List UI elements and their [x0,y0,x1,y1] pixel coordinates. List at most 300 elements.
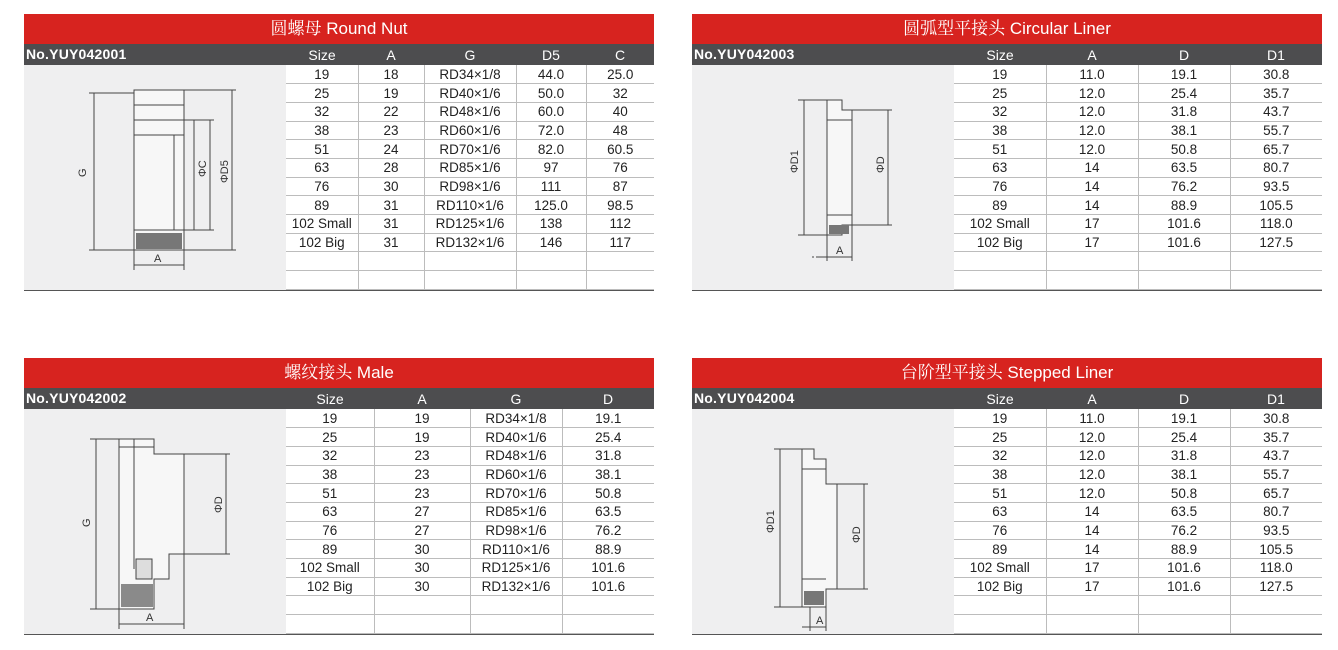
table-cell: 11.0 [1046,65,1138,84]
col-header: D1 [1267,46,1285,63]
table-cell: 43.7 [1230,102,1322,121]
table-row [286,502,654,521]
table-row [954,121,1322,140]
col-header: D [1178,46,1190,63]
table-cell: 101.6 [1138,215,1230,234]
table-cell: 40 [586,102,654,121]
table-row [286,140,654,159]
table-cell: 51 [286,140,358,159]
table-cell: 23 [374,446,470,465]
table-row [286,446,654,465]
table-cell: RD85×1/6 [424,158,516,177]
table-row [954,158,1322,177]
table-cell: 105.5 [1230,540,1322,559]
circular-liner-table [954,44,1322,290]
table-header-row [954,388,1322,409]
table-cell: RD48×1/6 [470,446,562,465]
table-cell [286,596,374,615]
table-cell: 38 [954,121,1046,140]
table-cell: 89 [954,540,1046,559]
table-row-empty [286,271,654,290]
round-nut-table [286,44,654,290]
label-phi-d1: ΦD1 [765,510,777,533]
col-header: Size [986,390,1014,407]
table-cell: 17 [1046,577,1138,596]
label-a: A [836,245,844,257]
table-cell: 17 [1046,215,1138,234]
table-cell [954,271,1046,290]
table-cell: 25.4 [1138,428,1230,447]
table-cell: RD40×1/6 [470,428,562,447]
table-cell: 89 [286,196,358,215]
table-cell [954,596,1046,615]
table-cell: 117 [586,233,654,252]
table-cell: 30.8 [1230,409,1322,428]
male-diagram [24,409,286,635]
table-cell: 31 [358,215,424,234]
table-row [286,540,654,559]
table-cell: 111 [516,177,586,196]
table-cell: 50.8 [1138,140,1230,159]
table-cell [954,252,1046,271]
table-cell: 17 [1046,233,1138,252]
table-cell: 102 Small [286,215,358,234]
table-cell: 12.0 [1046,84,1138,103]
table-cell [1046,615,1138,634]
table-cell: 12.0 [1046,140,1138,159]
table-cell: RD70×1/6 [470,484,562,503]
col-header: G [464,46,476,63]
col-header: A [1087,390,1097,407]
table-cell [358,252,424,271]
table-cell: 101.6 [1138,233,1230,252]
table-cell: 43.7 [1230,446,1322,465]
table-cell: 63 [954,158,1046,177]
table-cell: RD132×1/6 [470,577,562,596]
table-cell: 11.0 [1046,409,1138,428]
table-cell: 19.1 [1138,65,1230,84]
table-cell: 76.2 [562,521,654,540]
table-cell: RD110×1/6 [470,540,562,559]
table-row [954,428,1322,447]
table-cell: 63.5 [562,502,654,521]
table-cell: RD34×1/8 [470,409,562,428]
table-cell: 102 Big [954,233,1046,252]
table-row [954,502,1322,521]
table-row-empty [286,596,654,615]
table-cell: 38.1 [1138,465,1230,484]
table-cell: 31.8 [1138,102,1230,121]
table-cell: 98.5 [586,196,654,215]
table-row [286,158,654,177]
table-cell: 80.7 [1230,158,1322,177]
panel-title: 螺纹接头 Male [24,358,654,388]
label-a: A [816,615,824,627]
table-cell: 63.5 [1138,502,1230,521]
table-cell: RD98×1/6 [470,521,562,540]
col-header: A [417,390,427,407]
label-phi-d: ΦD [851,526,863,543]
label-phi-d: ΦD [875,156,887,173]
table-cell: 63.5 [1138,158,1230,177]
table-header-row [286,44,654,65]
table-row [286,233,654,252]
stepped-liner-panel [692,358,1322,635]
table-cell: 38 [954,465,1046,484]
table-row [954,196,1322,215]
table-row [954,65,1322,84]
table-cell: 50.0 [516,84,586,103]
table-cell: 30 [374,540,470,559]
table-cell: RD98×1/6 [424,177,516,196]
table-cell: 32 [954,446,1046,465]
divider [24,290,654,291]
table-cell [424,271,516,290]
table-cell: 101.6 [1138,559,1230,578]
table-cell: 101.6 [562,559,654,578]
table-cell: 23 [374,484,470,503]
product-code: No.YUY042003 [694,46,795,62]
table-cell: 14 [1046,177,1138,196]
table-cell: 51 [954,140,1046,159]
table-row [286,65,654,84]
table-cell [1046,271,1138,290]
round-nut-panel [24,14,654,291]
col-header: C [614,46,626,63]
table-cell [286,615,374,634]
table-cell: 12.0 [1046,428,1138,447]
table-cell: 31 [358,233,424,252]
table-row [954,233,1322,252]
col-header: D1 [1267,390,1285,407]
col-header: A [1087,46,1097,63]
table-cell: 112 [586,215,654,234]
table-cell: 101.6 [562,577,654,596]
male-panel [24,358,654,635]
table-cell: 87 [586,177,654,196]
table-header-row [954,44,1322,65]
table-cell [1138,271,1230,290]
label-phi-c: ΦC [197,160,209,177]
table-row [954,215,1322,234]
table-cell: 31.8 [1138,446,1230,465]
table-cell: 76 [954,177,1046,196]
table-cell: 93.5 [1230,177,1322,196]
table-cell: 65.7 [1230,484,1322,503]
table-body [286,65,654,289]
table-cell: 25 [954,84,1046,103]
table-cell: 127.5 [1230,233,1322,252]
table-cell [374,596,470,615]
table-cell: 27 [374,502,470,521]
table-cell: 118.0 [1230,559,1322,578]
table-cell: 19 [954,409,1046,428]
table-cell [1046,252,1138,271]
table-cell: 28 [358,158,424,177]
col-header: Size [986,46,1014,63]
table-cell: 60.0 [516,102,586,121]
table-cell: 102 Small [954,215,1046,234]
table-row-empty [286,615,654,634]
table-row [954,84,1322,103]
table-cell [1138,596,1230,615]
table-row [286,84,654,103]
table-row-empty [954,252,1322,271]
table-cell: RD110×1/6 [424,196,516,215]
table-row [954,177,1322,196]
table-row-empty [954,615,1322,634]
table-body [286,409,654,633]
male-drawing [24,409,286,635]
label-g: G [77,168,89,177]
table-body [954,409,1322,633]
stepped-liner-table [954,388,1322,634]
table-row-empty [954,271,1322,290]
table-cell: 76 [286,521,374,540]
table-cell [286,252,358,271]
table-cell: 12.0 [1046,446,1138,465]
table-cell: RD34×1/8 [424,65,516,84]
table-cell: 25 [286,428,374,447]
table-cell: 127.5 [1230,577,1322,596]
circular-liner-drawing [692,65,954,291]
table-cell: 12.0 [1046,121,1138,140]
table-cell [286,271,358,290]
table-row [286,559,654,578]
stepped-liner-drawing [692,409,954,635]
table-cell: 63 [954,502,1046,521]
table-cell [562,596,654,615]
table-cell: 72.0 [516,121,586,140]
table-cell: RD48×1/6 [424,102,516,121]
table-cell: 76.2 [1138,521,1230,540]
table-cell [1230,252,1322,271]
table-cell: 32 [286,446,374,465]
table-cell: 88.9 [1138,196,1230,215]
table-cell: 76 [954,521,1046,540]
table-cell: 50.8 [562,484,654,503]
table-cell: RD40×1/6 [424,84,516,103]
table-header-row [286,388,654,409]
table-row [286,521,654,540]
table-row [954,446,1322,465]
table-row [954,409,1322,428]
table-cell: 30.8 [1230,65,1322,84]
circular-liner-panel [692,14,1322,291]
table-cell: 38.1 [1138,121,1230,140]
table-cell: 12.0 [1046,465,1138,484]
table-row [286,196,654,215]
table-cell: 30 [374,559,470,578]
table-cell: 82.0 [516,140,586,159]
table-row [286,102,654,121]
table-cell: RD132×1/6 [424,233,516,252]
table-cell: 146 [516,233,586,252]
table-cell: 63 [286,502,374,521]
panel-title: 圆螺母 Round Nut [24,14,654,44]
divider [24,634,654,635]
table-row-empty [286,252,654,271]
table-row [954,102,1322,121]
divider [692,634,1322,635]
stepped-liner-diagram [692,409,954,635]
label-phi-d1: ΦD1 [789,150,801,173]
table-cell: 32 [586,84,654,103]
table-cell: RD60×1/6 [424,121,516,140]
table-cell [586,252,654,271]
table-cell: 25 [286,84,358,103]
table-cell [954,615,1046,634]
table-cell: 88.9 [1138,540,1230,559]
table-cell: 23 [358,121,424,140]
table-cell: 31.8 [562,446,654,465]
table-cell: 25.4 [1138,84,1230,103]
table-cell: 93.5 [1230,521,1322,540]
table-cell: 14 [1046,521,1138,540]
table-cell: 38.1 [562,465,654,484]
table-cell [586,271,654,290]
table-cell: 12.0 [1046,102,1138,121]
male-table [286,388,654,634]
table-cell: 35.7 [1230,84,1322,103]
panel-title: 圆弧型平接头 Circular Liner [692,14,1322,44]
table-cell: 55.7 [1230,465,1322,484]
col-header: A [386,46,396,63]
col-header: Size [316,390,344,407]
table-cell: 14 [1046,158,1138,177]
table-cell: 30 [358,177,424,196]
table-cell: 50.8 [1138,484,1230,503]
table-cell: 89 [954,196,1046,215]
table-cell: 19 [954,65,1046,84]
round-nut-drawing [24,65,286,291]
table-cell: 25.4 [562,428,654,447]
table-cell: 105.5 [1230,196,1322,215]
table-cell [374,615,470,634]
table-cell: RD60×1/6 [470,465,562,484]
table-cell: 102 Big [286,233,358,252]
table-cell: RD125×1/6 [470,559,562,578]
table-cell: 14 [1046,540,1138,559]
table-cell: 19 [374,409,470,428]
table-cell: 63 [286,158,358,177]
table-cell: 65.7 [1230,140,1322,159]
table-row [286,215,654,234]
table-cell: 19.1 [562,409,654,428]
table-cell: 18 [358,65,424,84]
table-cell: 19.1 [1138,409,1230,428]
table-cell: 19 [286,409,374,428]
table-cell: 76.2 [1138,177,1230,196]
table-cell [470,615,562,634]
table-cell: 35.7 [1230,428,1322,447]
table-cell [516,271,586,290]
table-cell: 138 [516,215,586,234]
col-header: D5 [542,46,560,63]
table-cell: 44.0 [516,65,586,84]
circular-liner-diagram [692,65,954,291]
table-cell: 51 [954,484,1046,503]
table-cell [1046,596,1138,615]
col-header: Size [308,46,336,63]
table-cell: 76 [586,158,654,177]
table-cell: 118.0 [1230,215,1322,234]
table-row [286,465,654,484]
table-row [954,521,1322,540]
divider [692,290,1322,291]
table-cell: 24 [358,140,424,159]
table-cell [1230,271,1322,290]
table-cell: 17 [1046,559,1138,578]
table-row [286,177,654,196]
table-cell: 25.0 [586,65,654,84]
table-cell: 38 [286,465,374,484]
col-header: D [602,390,614,407]
label-g: G [81,518,93,527]
table-row-empty [954,596,1322,615]
table-row [286,121,654,140]
table-row [286,577,654,596]
label-phi-d: ΦD [213,496,225,513]
table-cell: 101.6 [1138,577,1230,596]
table-cell: 14 [1046,196,1138,215]
table-cell [1138,615,1230,634]
table-cell: 125.0 [516,196,586,215]
table-cell: 38 [286,121,358,140]
label-a: A [146,612,154,624]
table-cell: 102 Big [286,577,374,596]
table-cell [1230,615,1322,634]
table-cell: 14 [1046,502,1138,521]
table-row [286,484,654,503]
table-cell [562,615,654,634]
table-cell [1138,252,1230,271]
table-cell: 60.5 [586,140,654,159]
product-code: No.YUY042002 [26,390,127,406]
table-cell: 88.9 [562,540,654,559]
round-nut-diagram [24,65,286,291]
product-code: No.YUY042004 [694,390,795,406]
table-cell [1230,596,1322,615]
table-body [954,65,1322,289]
table-cell: 27 [374,521,470,540]
table-row [954,484,1322,503]
table-cell: 48 [586,121,654,140]
table-cell: 19 [286,65,358,84]
table-cell [516,252,586,271]
table-row [286,409,654,428]
table-cell: 51 [286,484,374,503]
table-cell: 25 [954,428,1046,447]
col-header: G [510,390,522,407]
table-cell: 97 [516,158,586,177]
table-cell: 89 [286,540,374,559]
table-cell: 30 [374,577,470,596]
table-cell: 76 [286,177,358,196]
table-cell: 12.0 [1046,484,1138,503]
table-cell: 32 [954,102,1046,121]
col-header: D [1178,390,1190,407]
panel-title: 台阶型平接头 Stepped Liner [692,358,1322,388]
table-cell: RD85×1/6 [470,502,562,521]
table-cell: 32 [286,102,358,121]
table-row [954,540,1322,559]
table-row [286,428,654,447]
table-row [954,465,1322,484]
table-cell [424,252,516,271]
table-row [954,577,1322,596]
table-cell [358,271,424,290]
